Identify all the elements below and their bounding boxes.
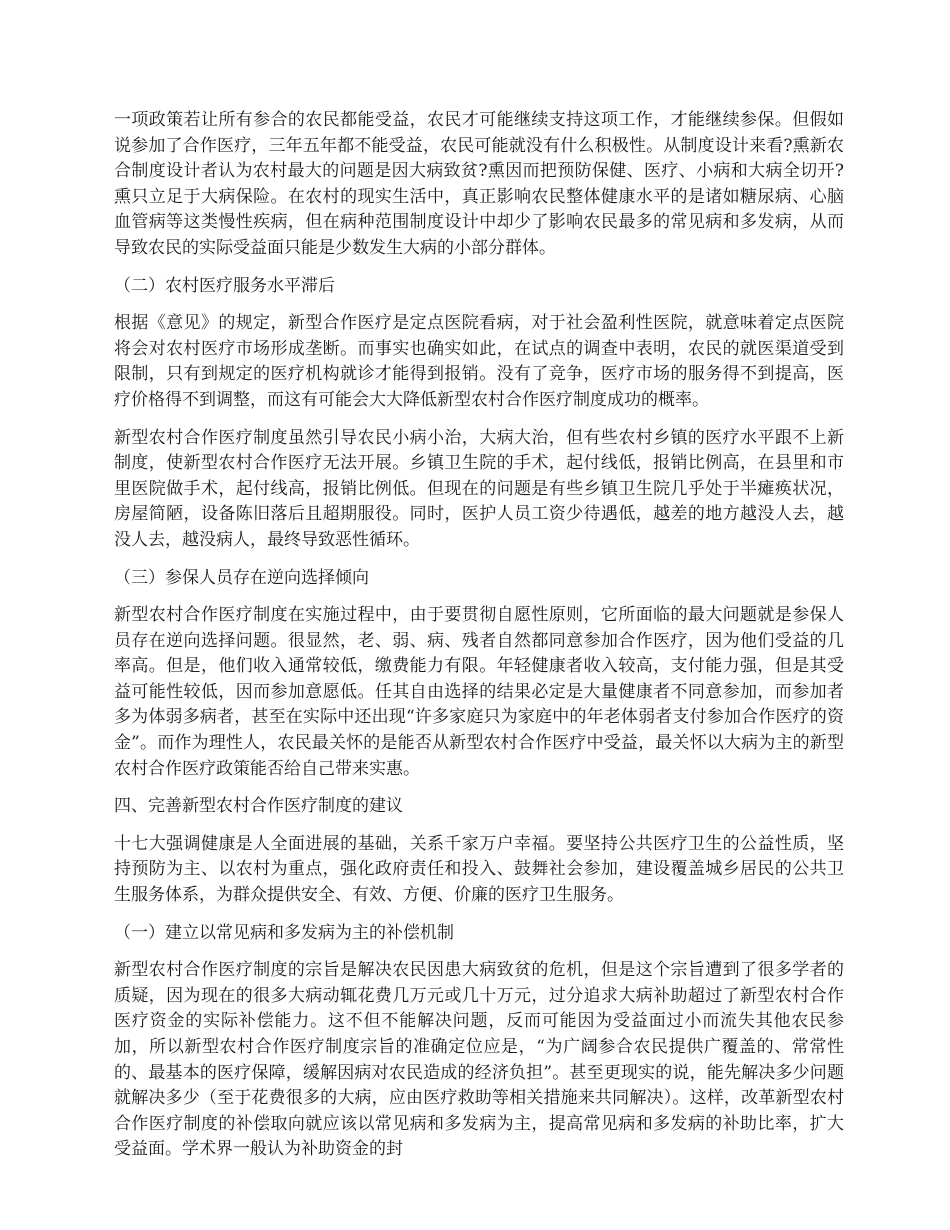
chapter-heading-4: 四、完善新型农村合作医疗制度的建议 (114, 796, 403, 817)
document-page (114, 108, 844, 1175)
paragraph-4: 新型农村合作医疗制度在实施过程中，由于要贯彻自愿性原则，它所面临的最大问题就是参保人员存在逆向选择问题。很显然，老、弱、病、残者自然都同意参加合作医疗，因为他们受益的几率高。但是，他们收入通常较低，缴费能力有限。年轻健康者收入较高，支付能力强，但是其受益可能性较低，因而参加意愿低。任其自由选择的结果必定是大量健康者不同意参加，而参加者多为体弱多病者，甚至在实际中还出现“许多家庭只为家庭中的年老体弱者支付参加合作医疗的资金”。而作为理性人，农民最关怀的是能否从新型农村合作医疗中受益，最关怀以大病为主的新型农村合作医疗政策能否给自己带来实惠。 (114, 605, 844, 779)
paragraph-5: 十七大强调健康是人全面进展的基础，关系千家万户幸福。要坚持公共医疗卫生的公益性质，坚持预防为主、以农村为重点，强化政府责任和投入、鼓舞社会参加，建设覆盖城乡居民的公共卫生服务体系，为群众提供安全、有效、方便、价廉的医疗卫生服务。 (114, 833, 844, 906)
paragraph-6: 新型农村合作医疗制度的宗旨是解决农民因患大病致贫的危机，但是这个宗旨遭到了很多学者的质疑，因为现在的很多大病动辄花费几万元或几十万元，过分追求大病补助超过了新型农村合作医疗资金的实际补偿能力。这不但不能解决问题，反而可能因为受益面过小而流失其他农民参加，所以新型农村合作医疗制度宗旨的准确定位应是，“为广阔参合农民提供广覆盖的、常常性的、最基本的医疗保障，缓解因病对农民造成的经济负担”。甚至更现实的说，能先解决多少问题就解决多少（至于花费很多的大病，应由医疗救助等相关措施来共同解决）。这样，改革新型农村合作医疗制度的补偿取向就应该以常见病和多发病为主，提高常见病和多发病的补助比率，扩大受益面。学术界一般认为补助资金的封 (114, 960, 844, 1160)
section-heading-4-1: （一）建立以常见病和多发病为主的补偿机制 (114, 922, 454, 943)
section-heading-3: （三）参保人员存在逆向选择倾向 (114, 567, 369, 588)
paragraph-1: 一项政策若让所有参合的农民都能受益，农民才可能继续支持这项工作，才能继续参保。但假如说参加了合作医疗，三年五年都不能受益，农民可能就没有什么积极性。从制度设计来看?熏新农合制度设计者认为农村最大的问题是因大病致贫?熏因而把预防保健、医疗、小病和大病全切开?熏只立足于大病保险。在农村的现实生活中，真正影响农民整体健康水平的是诸如糖尿病、心脑血管病等这类慢性疾病，但在病种范围制度设计中却少了影响农民最多的常见病和多发病，从而导致农民的实际受益面只能是少数发生大病的小部分群体。 (114, 110, 844, 258)
paragraph-3: 新型农村合作医疗制度虽然引导农民小病小治，大病大治，但有些农村乡镇的医疗水平跟不上新制度，使新型农村合作医疗无法开展。乡镇卫生院的手术，起付线低，报销比例高，在县里和市里医院做手术，起付线高，报销比例低。但现在的问题是有些乡镇卫生院几乎处于半瘫痪状况，房屋简陋，设备陈旧落后且超期服役。同时，医护人员工资少待遇低，越差的地方越没人去，越没人去，越没病人，最终导致恶性循环。 (114, 427, 844, 550)
paragraph-2: 根据《意见》的规定，新型合作医疗是定点医院看病，对于社会盈利性医院，就意味着定点医院将会对农村医疗市场形成垄断。而事实也确实如此，在试点的调查中表明，农民的就医渠道受到限制，只有到规定的医疗机构就诊才能得到报销。没有了竞争，医疗市场的服务得不到提高，医疗价格得不到调整，而这有可能会大大降低新型农村合作医疗制度成功的概率。 (114, 313, 844, 410)
section-heading-2: （二）农村医疗服务水平滞后 (114, 275, 335, 296)
